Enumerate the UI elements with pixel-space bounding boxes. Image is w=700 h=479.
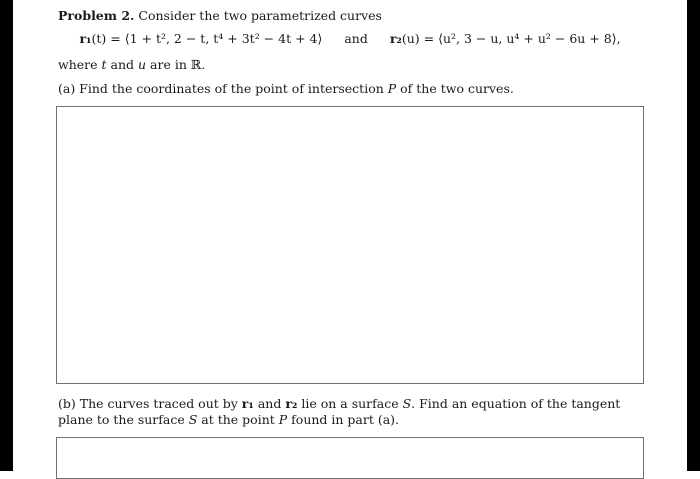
document-page — [13, 0, 687, 471]
part-b-surface: S — [402, 396, 412, 411]
part-a-prefix: (a) Find the coordinates of the point of intersection — [58, 81, 388, 96]
where-suffix: are in ℝ. — [146, 57, 206, 72]
r1-symbol: r₁ — [79, 31, 92, 46]
and-word: and — [344, 31, 368, 46]
part-b-surface-2: S — [188, 412, 198, 427]
left-dark-margin — [0, 0, 13, 471]
part-b-suffix: found in part (a). — [287, 412, 400, 427]
part-b-point: P — [278, 412, 288, 427]
curve-equations — [13, 31, 687, 46]
part-b-mid4: at the point — [197, 412, 279, 427]
part-a-point: P — [387, 81, 397, 96]
r1-definition: (t) = ⟨1 + t², 2 − t, t⁴ + 3t² − 4t + 4⟩ — [91, 31, 323, 46]
part-a-suffix: of the two curves. — [396, 81, 514, 96]
part-a-answer-box[interactable] — [56, 106, 644, 384]
problem-intro — [58, 8, 382, 23]
problem-intro-text: Consider the two parametrized curves — [138, 8, 382, 23]
r2-symbol: r₂ — [389, 31, 402, 46]
part-b-answer-box[interactable] — [56, 437, 644, 479]
part-b-prefix: (b) The curves traced out by — [58, 396, 242, 411]
part-b-r1: r₁ — [241, 396, 254, 411]
part-b-mid2: lie on a surface — [297, 396, 403, 411]
part-b-mid1: and — [253, 396, 286, 411]
where-prefix: where — [58, 57, 102, 72]
r2-definition: (u) = ⟨u², 3 − u, u⁴ + u² − 6u + 8⟩, — [401, 31, 621, 46]
right-dark-margin — [687, 0, 700, 471]
part-a-question — [58, 81, 514, 96]
part-b-r2: r₂ — [285, 396, 298, 411]
problem-label: Problem 2. — [58, 8, 135, 23]
var-t: t — [101, 57, 107, 72]
var-u: u — [137, 57, 147, 72]
domain-statement — [58, 57, 205, 72]
part-b-question — [58, 396, 642, 428]
part-b-mid3: . Find an equation of the tangent plane to the surface — [58, 396, 621, 427]
where-and: and — [106, 57, 138, 72]
